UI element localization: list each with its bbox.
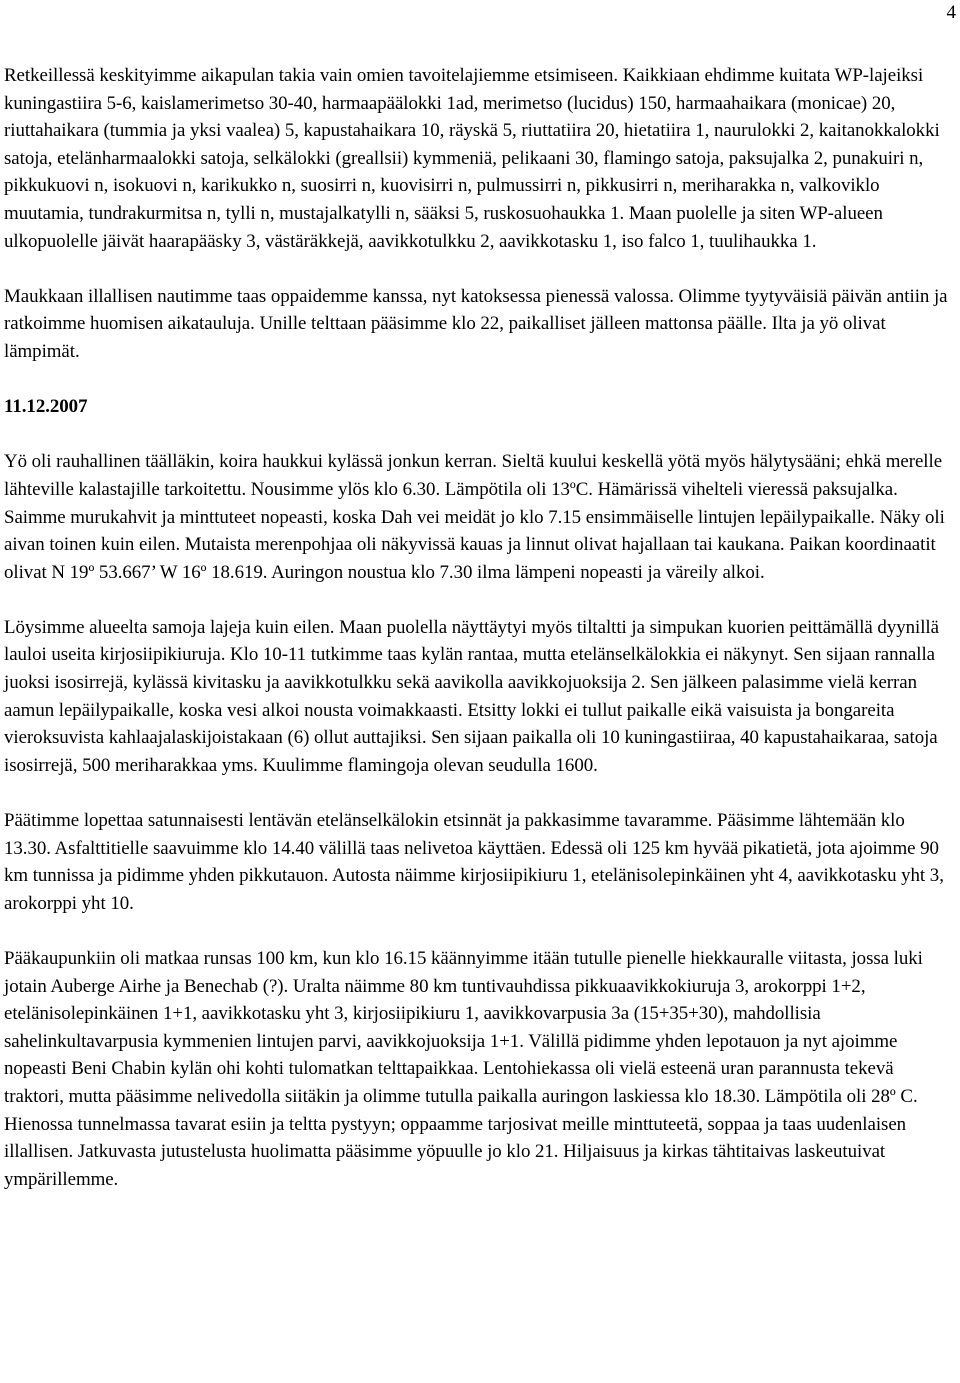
paragraph-species-search: Löysimme alueelta samoja lajeja kuin eilen. Maan puolella näyttäytyi myös tiltaltti ja simpukan kuorien peittämällä dyynillä lauloi useita kirjosiipikiuruja. Klo 10-11 tutkimme taas kylän rantaa, mutta etelänselkälokkia ei näkynyt. Sen sijaan rannalla juoksi isosirrejä, kylässä kivitasku ja aavikkotulkku sekä aavikolla aavikkojuoksija 2. Sen jälkeen palasimme vielä kerran aamun lepäilypaikalle, koska vesi alkoi nousta voimakkaasti. Etsitty lokki ei tullut paikalle eikä vaisuista ja bongareita vieroksuvista kahlaajalaskijoistakaan (6) ollut auttajiksi. Sen sijaan paikalla oli 10 kuningastiiraa, 40 kapustahaikaraa, satoja isosirrejä, 500 meriharakkaa yms. Kuulimme flamingoja olevan seudulla 1600.	[4, 616, 939, 776]
page-number: 4	[946, 2, 956, 23]
paragraph-departure: Päätimme lopettaa satunnaisesti lentävän etelänselkälokin etsinnät ja pakkasimme tavaramme. Pääsimme lähtemään klo 13.30. Asfalttitielle saavuimme klo 14.40 välillä taas nelivetoa käyttäen. Edessä oli 125 km hyvää pikatietä, jota ajoimme 90 km tunnissa ja pidimme yhden pikkutauon. Autosta näimme kirjosiipikiuru 1, etelänisolepinkäinen yht 4, aavikkotasku yht 3, arokorppi yht 10.	[4, 810, 944, 914]
document-body	[4, 62, 956, 1221]
paragraph-morning: Yö oli rauhallinen täälläkin, koira haukkui kylässä jonkun kerran. Sieltä kuului keskellä yötä myös hälytysääni; ehkä merelle lähteville kalastajille tarkoitettu. Nousimme ylös klo 6.30. Lämpötila oli 13ºC. Hämärissä vihelteli vieressä paksujalka. Saimme murukahvit ja minttuteet nopeasti, koska Dah vei meidät jo klo 7.15 ensimmäiselle lintujen lepäilypaikalle. Näky oli aivan toinen kuin eilen. Mutaista merenpohjaa oli näkyvissä kauas ja linnut olivat hajallaan tai kaukana. Paikan koordinaatit olivat N 19º 53.667’ W 16º 18.619. Auringon noustua klo 7.30 ilma lämpeni nopeasti ja väreily alkoi.	[4, 451, 945, 583]
paragraph-dinner: Maukkaan illallisen nautimme taas oppaidemme kanssa, nyt katoksessa pienessä valossa. Olimme tyytyväisiä päivän antiin ja ratkoimme huomisen aikatauluja. Unille telttaan pääsimme klo 22, paikalliset jälleen mattonsa päälle. Ilta ja yö olivat lämpimät.	[4, 285, 948, 362]
paragraph-evening-camp: Pääkaupunkiin oli matkaa runsas 100 km, kun klo 16.15 käännyimme itään tutulle pienelle hiekkauralle viitasta, jossa luki jotain Auberge Airhe ja Benechab (?). Uralta näimme 80 km tuntivauhdissa pikkuaavikkokiuruja 3, arokorppi 1+2, etelänisolepinkäinen 1+1, aavikkotasku yht 3, kirjosiipikiuru 1, aavikkovarpusia 3a (15+35+30), mahdollisia sahelinkultavarpusia kymmenien lintujen parvi, aavikkojuoksija 1+1. Välillä pidimme yhden lepotauon ja nyt ajoimme nopeasti Beni Chabin kylän ohi kohti tulomatkan telttapaikkaa. Lentohiekassa oli vielä esteenä uran parannusta tekevä traktori, mutta pääsimme nelivedolla siitäkin ja olimme tutulla paikalla auringon laskiessa klo 18.30. Lämpötila oli 28º C. Hienossa tunnelmassa tavarat esiin ja teltta pystyyn; oppaamme tarjosivat meille minttuteetä, soppaa ja taas uudenlaisen illallisen. Jatkuvasta jutustelusta huolimatta pääsimme yöpuulle jo klo 21. Hiljaisuus ja kirkas tähtitaivas laskeutuivat ympärillemme.	[4, 948, 923, 1190]
date-heading: 11.12.2007	[4, 396, 88, 418]
paragraph-waterbird-list: Retkeillessä keskityimme aikapulan takia vain omien tavoitelajiemme etsimiseen. Kaikkiaan ehdimme kuitata WP-lajeiksi kuningastiira 5-6, kaislamerimetso 30-40, harmaapäälokki 1ad, merimetso (lucidus) 150, harmaahaikara (monicae) 20, riuttahaikara (tummia ja yksi vaalea) 5, kapustahaikara 10, räyskä 5, riuttatiira 20, hietatiira 1, naurulokki 2, kaitanokkalokki satoja, etelänharmaalokki satoja, selkälokki (greallsii) kymmeniä, pelikaani 30, flamingo satoja, paksujalka 2, punakuiri n, pikkukuovi n, isokuovi n, karikukko n, suosirri n, kuovisirri n, pulmussirri n, pikkusirri n, meriharakka n, valkoviklo muutamia, tundrakurmitsa n, tylli n, mustajalkatylli n, sääksi 5, ruskosuohaukka 1. Maan puolelle ja siten WP-alueen ulkopuolelle jäivät haarapääsky 3, västäräkkejä, aavikkotulkku 2, aavikkotasku 1, iso falco 1, tuulihaukka 1.	[4, 65, 940, 252]
